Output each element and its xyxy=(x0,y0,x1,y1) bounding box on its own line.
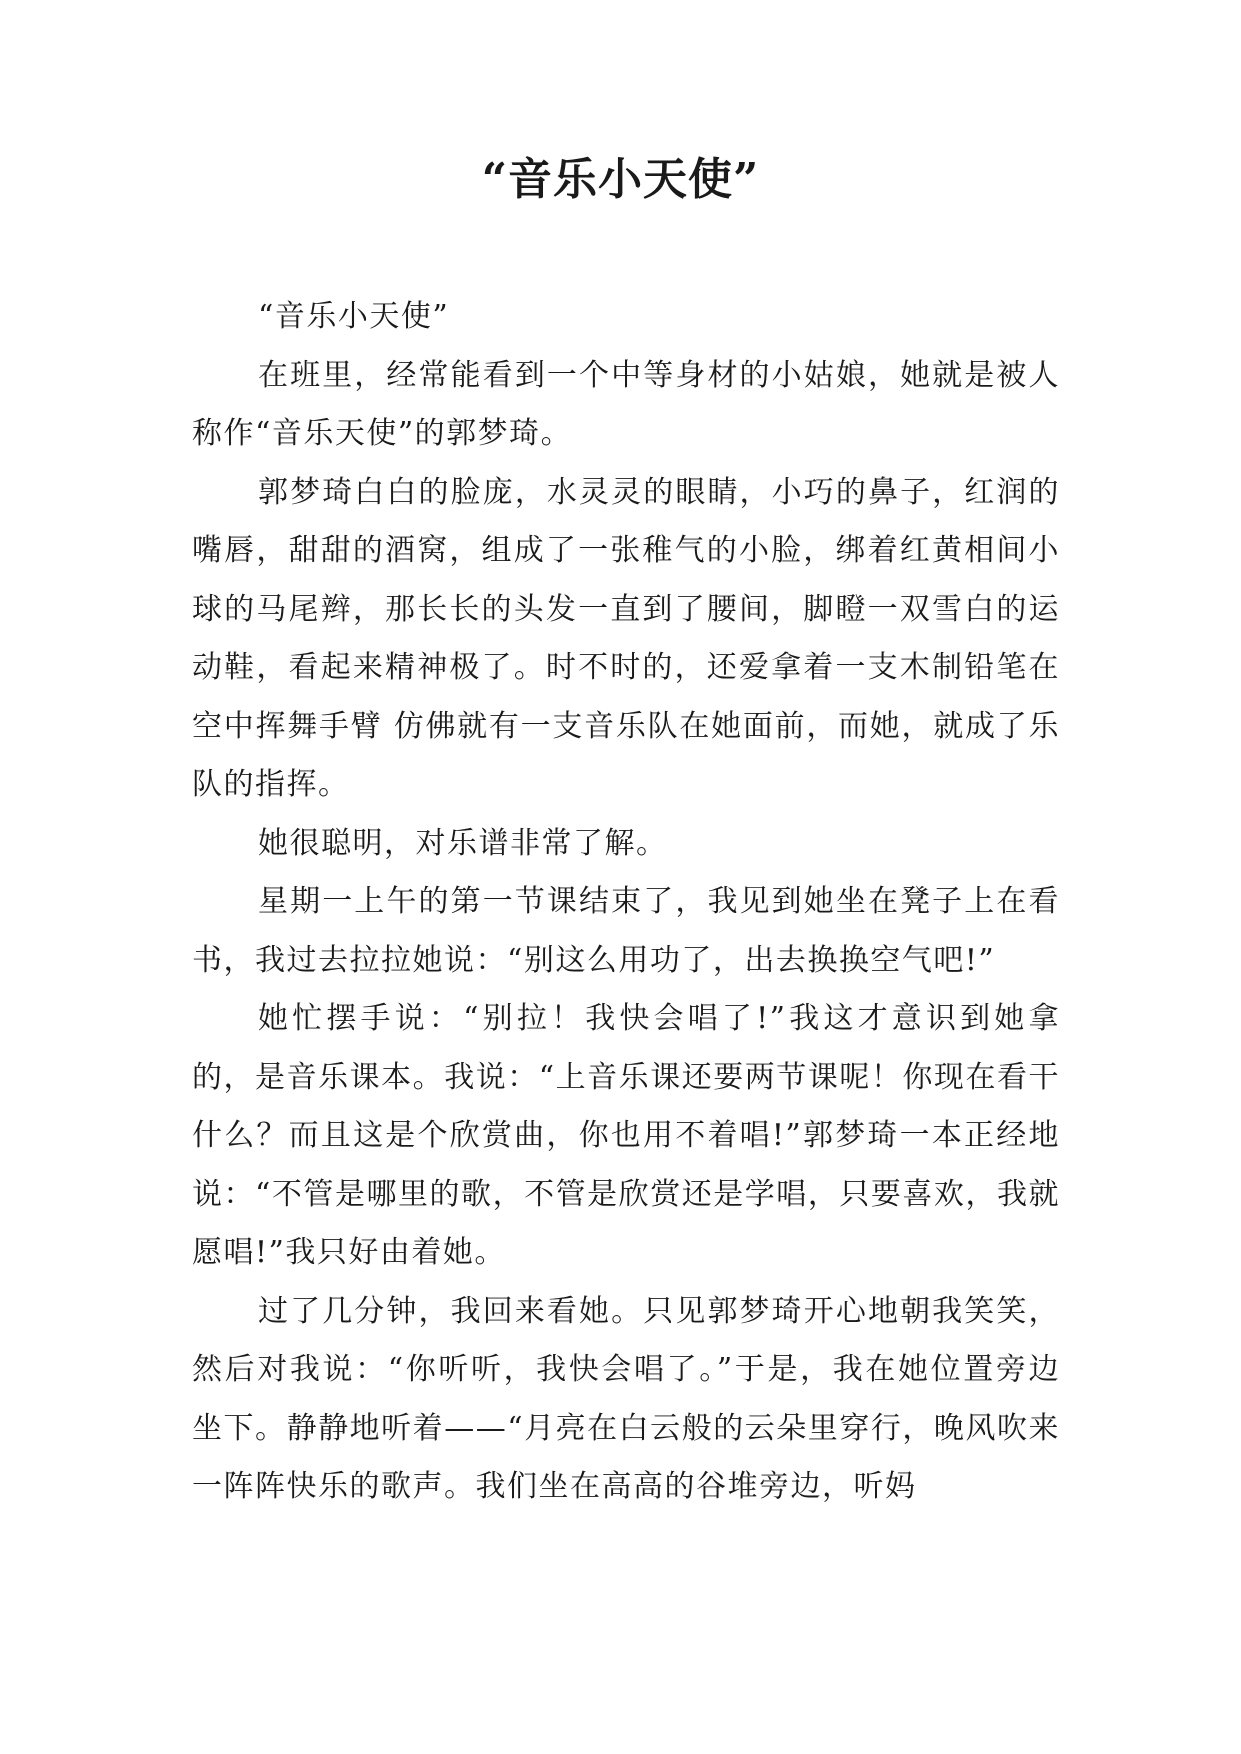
paragraph: 过了几分钟，我回来看她。只见郭梦琦开心地朝我笑笑，然后对我说：“你听听，我快会唱了。”于是，我在她位置旁边坐下。静静地听着——“月亮在白云般的云朵里穿行，晚风吹来一阵阵快乐的歌声。我们坐在高高的谷堆旁边，听妈 xyxy=(192,1293,1060,1504)
paragraph: 在班里，经常能看到一个中等身材的小姑娘，她就是被人称作“音乐天使”的郭梦琦。 xyxy=(192,357,1060,451)
paragraph: “音乐小天使” xyxy=(258,299,450,334)
document-body xyxy=(192,288,1060,1517)
paragraph: 星期一上午的第一节课结束了，我见到她坐在凳子上在看书，我过去拉拉她说：“别这么用功了，出去换换空气吧!” xyxy=(192,884,1060,978)
paragraph: 郭梦琦白白的脸庞，水灵灵的眼睛，小巧的鼻子，红润的嘴唇，甜甜的酒窝，组成了一张稚气的小脸，绑着红黄相间小球的马尾辫，那长长的头发一直到了腰间，脚瞪一双雪白的运动鞋，看起来精神极了。时不时的，还爱拿着一支木制铅笔在空中挥舞手臂 仿佛就有一支音乐队在她面前，而她，就成了乐队的指挥。 xyxy=(192,474,1060,802)
paragraph: 她很聪明，对乐谱非常了解。 xyxy=(258,825,668,861)
paragraph: 她忙摆手说：“别拉！我快会唱了!”我这才意识到她拿的，是音乐课本。我说：“上音乐课还要两节课呢！你现在看干什么？而且这是个欣赏曲，你也用不着唱!”郭梦琦一本正经地说：“不管是哪里的歌，不管是欣赏还是学唱，只要喜欢，我就愿唱!”我只好由着她。 xyxy=(192,1001,1060,1270)
document-title: “音乐小天使” xyxy=(481,154,760,205)
